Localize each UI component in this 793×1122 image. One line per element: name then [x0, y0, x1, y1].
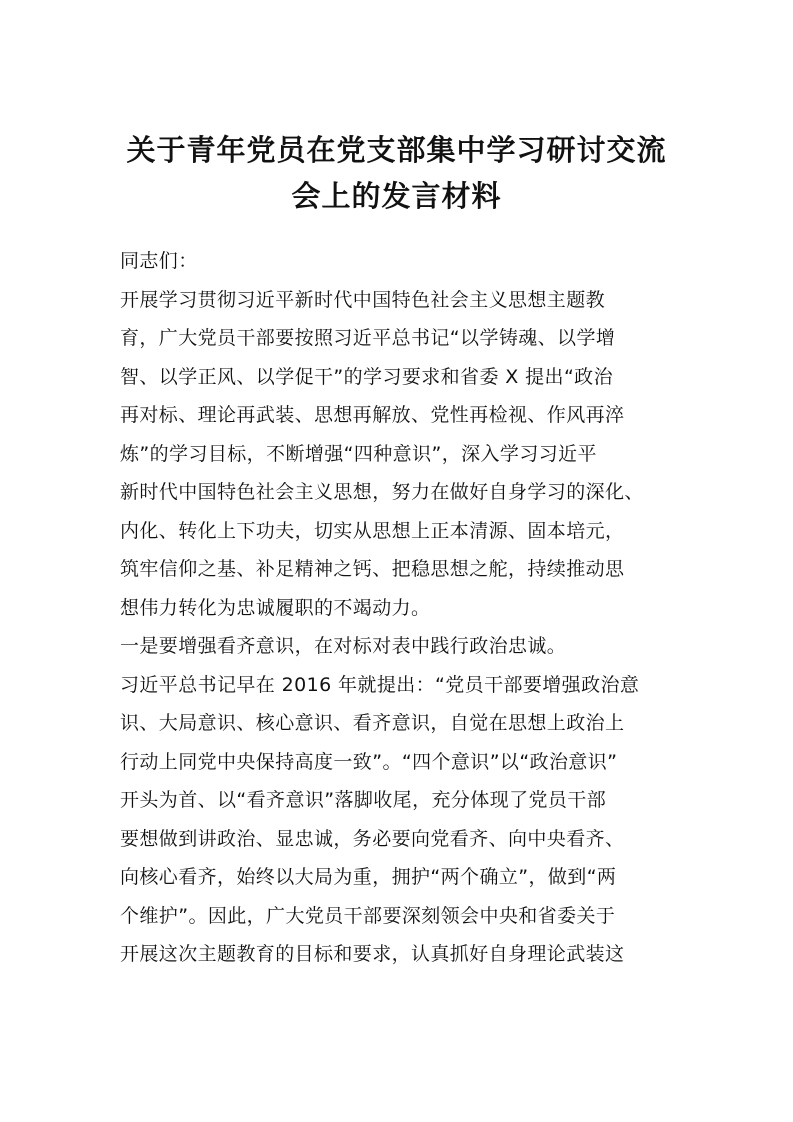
- body-line: 识、大局意识、核心意识、看齐意识，自觉在思想上政治上: [120, 712, 625, 734]
- document-body: [120, 242, 686, 974]
- body-line: 炼”的学习目标，不断增强“四种意识”，深入学习习近平: [120, 442, 597, 465]
- body-line: 习近平总书记早在 2016 年就提出：“党员干部要增强政治意: [120, 673, 640, 696]
- body-line: 新时代中国特色社会主义思想，努力在做好自身学习的深化、: [120, 481, 644, 503]
- body-line: 开展学习贯彻习近平新时代中国特色社会主义思想主题教: [120, 288, 606, 311]
- body-line: 个维护”。因此，广大党员干部要深刻领会中央和省委关于: [120, 904, 616, 927]
- section-heading: 一是要增强看齐意识，在对标对表中践行政治忠诚。: [120, 635, 567, 657]
- body-line: 内化、转化上下功夫，切实从思想上正本清源、固本培元，: [120, 519, 625, 542]
- body-line: 开展这次主题教育的目标和要求，认真抓好自身理论武装这: [120, 943, 625, 965]
- document-title-line-1: 关于青年党员在党支部集中学习研讨交流: [126, 133, 667, 167]
- salutation: 同志们：: [120, 250, 198, 272]
- body-line: 要想做到讲政治、显忠诚，务必要向党看齐、向中央看齐、: [120, 827, 625, 850]
- body-line: 筑牢信仰之基、补足精神之钙、把稳思想之舵，持续推动思: [120, 558, 625, 580]
- body-line: 育，广大党员干部要按照习近平总书记“以学铸魂、以学增: [120, 327, 616, 349]
- body-line: 向核心看齐，始终以大局为重，拥护“两个确立”，做到“两: [120, 866, 617, 888]
- body-line: 再对标、理论再武装、思想再解放、党性再检视、作风再淬: [120, 404, 625, 426]
- body-line: 想伟力转化为忠诚履职的不竭动力。: [120, 596, 431, 619]
- body-line: 行动上同党中央保持高度一致”。“四个意识”以“政治意识”: [120, 750, 618, 773]
- document-title-line-2: 会上的发言材料: [291, 179, 502, 213]
- body-line: 智、以学正风、以学促干”的学习要求和省委 X 提出“政治: [120, 365, 613, 388]
- body-line: 开头为首、以“看齐意识”落脚收尾，充分体现了党员干部: [120, 789, 607, 811]
